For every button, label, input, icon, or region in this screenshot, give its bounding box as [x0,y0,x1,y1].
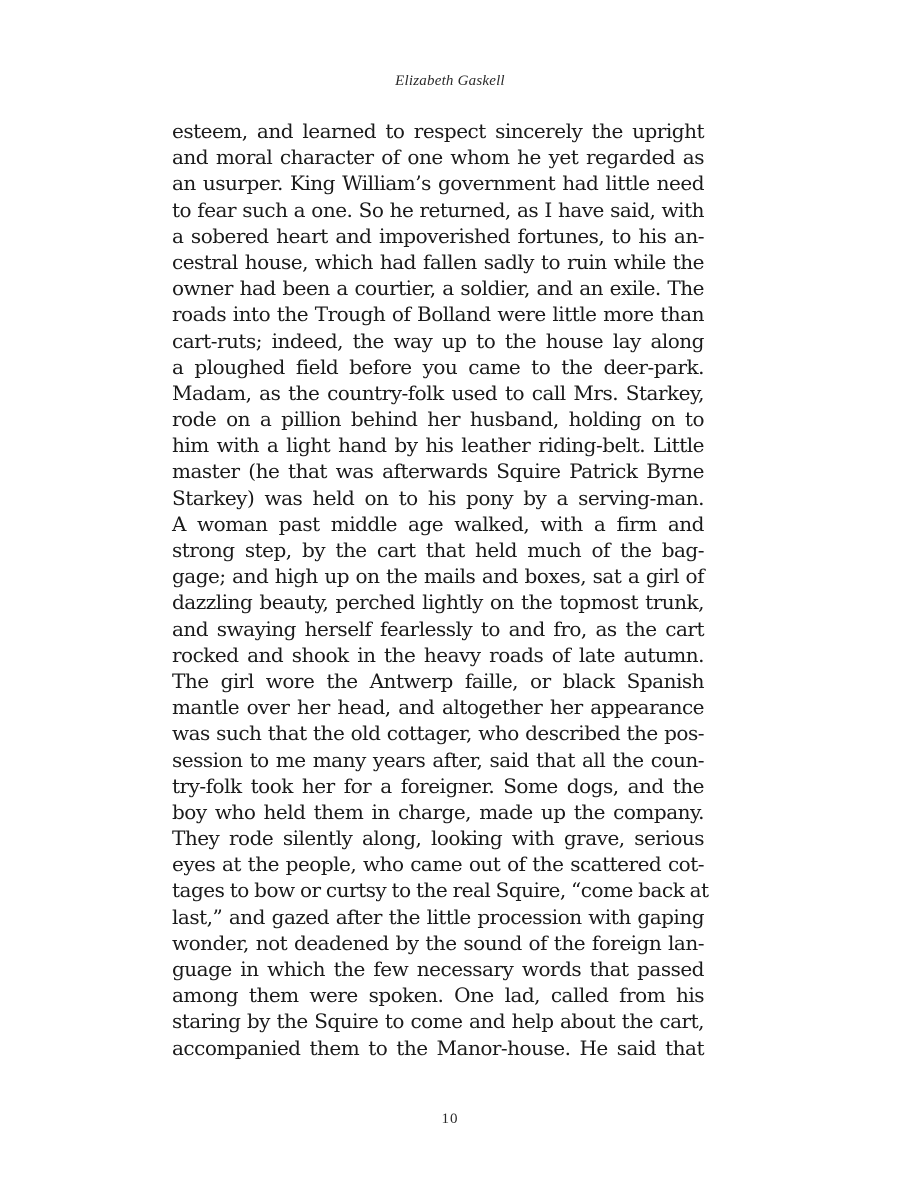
text-line: was such that the old cottager, who described the pos- [172,721,704,746]
running-head: Elizabeth Gaskell [395,73,505,89]
text-line: gage; and high up on the mails and boxes, sat a girl of [172,564,704,589]
text-line: tages to bow or curtsy to the real Squire, “come back at [172,878,709,903]
text-line: staring by the Squire to come and help about the cart, [172,1009,704,1034]
text-line: guage in which the few necessary words that passed [172,957,704,981]
text-line: and moral character of one whom he yet regarded as [172,145,704,170]
text-line: among them were spoken. One lad, called from his [172,983,704,1008]
text-line: accompanied them to the Manor-house. He said that [172,1035,704,1060]
text-line: They rode silently along, looking with grave, serious [172,826,704,851]
text-line: a sobered heart and impoverished fortunes, to his an- [172,223,704,248]
text-line: to fear such a one. So he returned, as I have said, with [172,197,704,222]
text-line: cestral house, which had fallen sadly to ruin while the [172,249,704,274]
text-line: cart-ruts; indeed, the way up to the house lay along [172,328,704,353]
text-line: rocked and shook in the heavy roads of late autumn. [172,642,704,667]
text-line: and swaying herself fearlessly to and fro, as the cart [172,616,704,641]
text-line: Starkey) was held on to his pony by a serving-man. [172,485,704,510]
text-line: dazzling beauty, perched lightly on the topmost trunk, [172,590,704,615]
text-line: roads into the Trough of Bolland were little more than [172,302,704,327]
text-line: The girl wore the Antwerp faille, or black Spanish [172,668,704,693]
text-line: last,” and gazed after the little procession with gaping [172,904,704,929]
text-line: Madam, as the country-folk used to call Mrs. Starkey, [172,380,704,405]
text-line: wonder, not deadened by the sound of the foreign lan- [172,930,704,955]
text-line: try-folk took her for a foreigner. Some dogs, and the [172,773,704,798]
page-number: 10 [441,1111,459,1127]
text-line: session to me many years after, said that all the coun- [172,747,704,772]
body-text [172,118,709,1061]
text-line: owner had been a courtier, a soldier, and an exile. The [172,276,704,301]
text-line: rode on a pillion behind her husband, holding on to [172,407,704,432]
text-line: an usurper. King William’s government had little need [172,171,704,196]
text-line: mantle over her head, and altogether her appearance [172,695,704,720]
text-line: master (he that was afterwards Squire Patrick Byrne [172,459,704,484]
text-line: esteem, and learned to respect sincerely the upright [172,119,704,143]
text-line: boy who held them in charge, made up the company. [172,799,704,824]
text-line: him with a light hand by his leather riding-belt. Little [172,433,704,458]
text-line: A woman past middle age walked, with a firm and [172,511,704,536]
text-line: a ploughed field before you came to the deer-park. [172,354,704,379]
text-line: eyes at the people, who came out of the scattered cot- [172,852,704,877]
text-line: strong step, by the cart that held much of the bag- [172,538,704,562]
